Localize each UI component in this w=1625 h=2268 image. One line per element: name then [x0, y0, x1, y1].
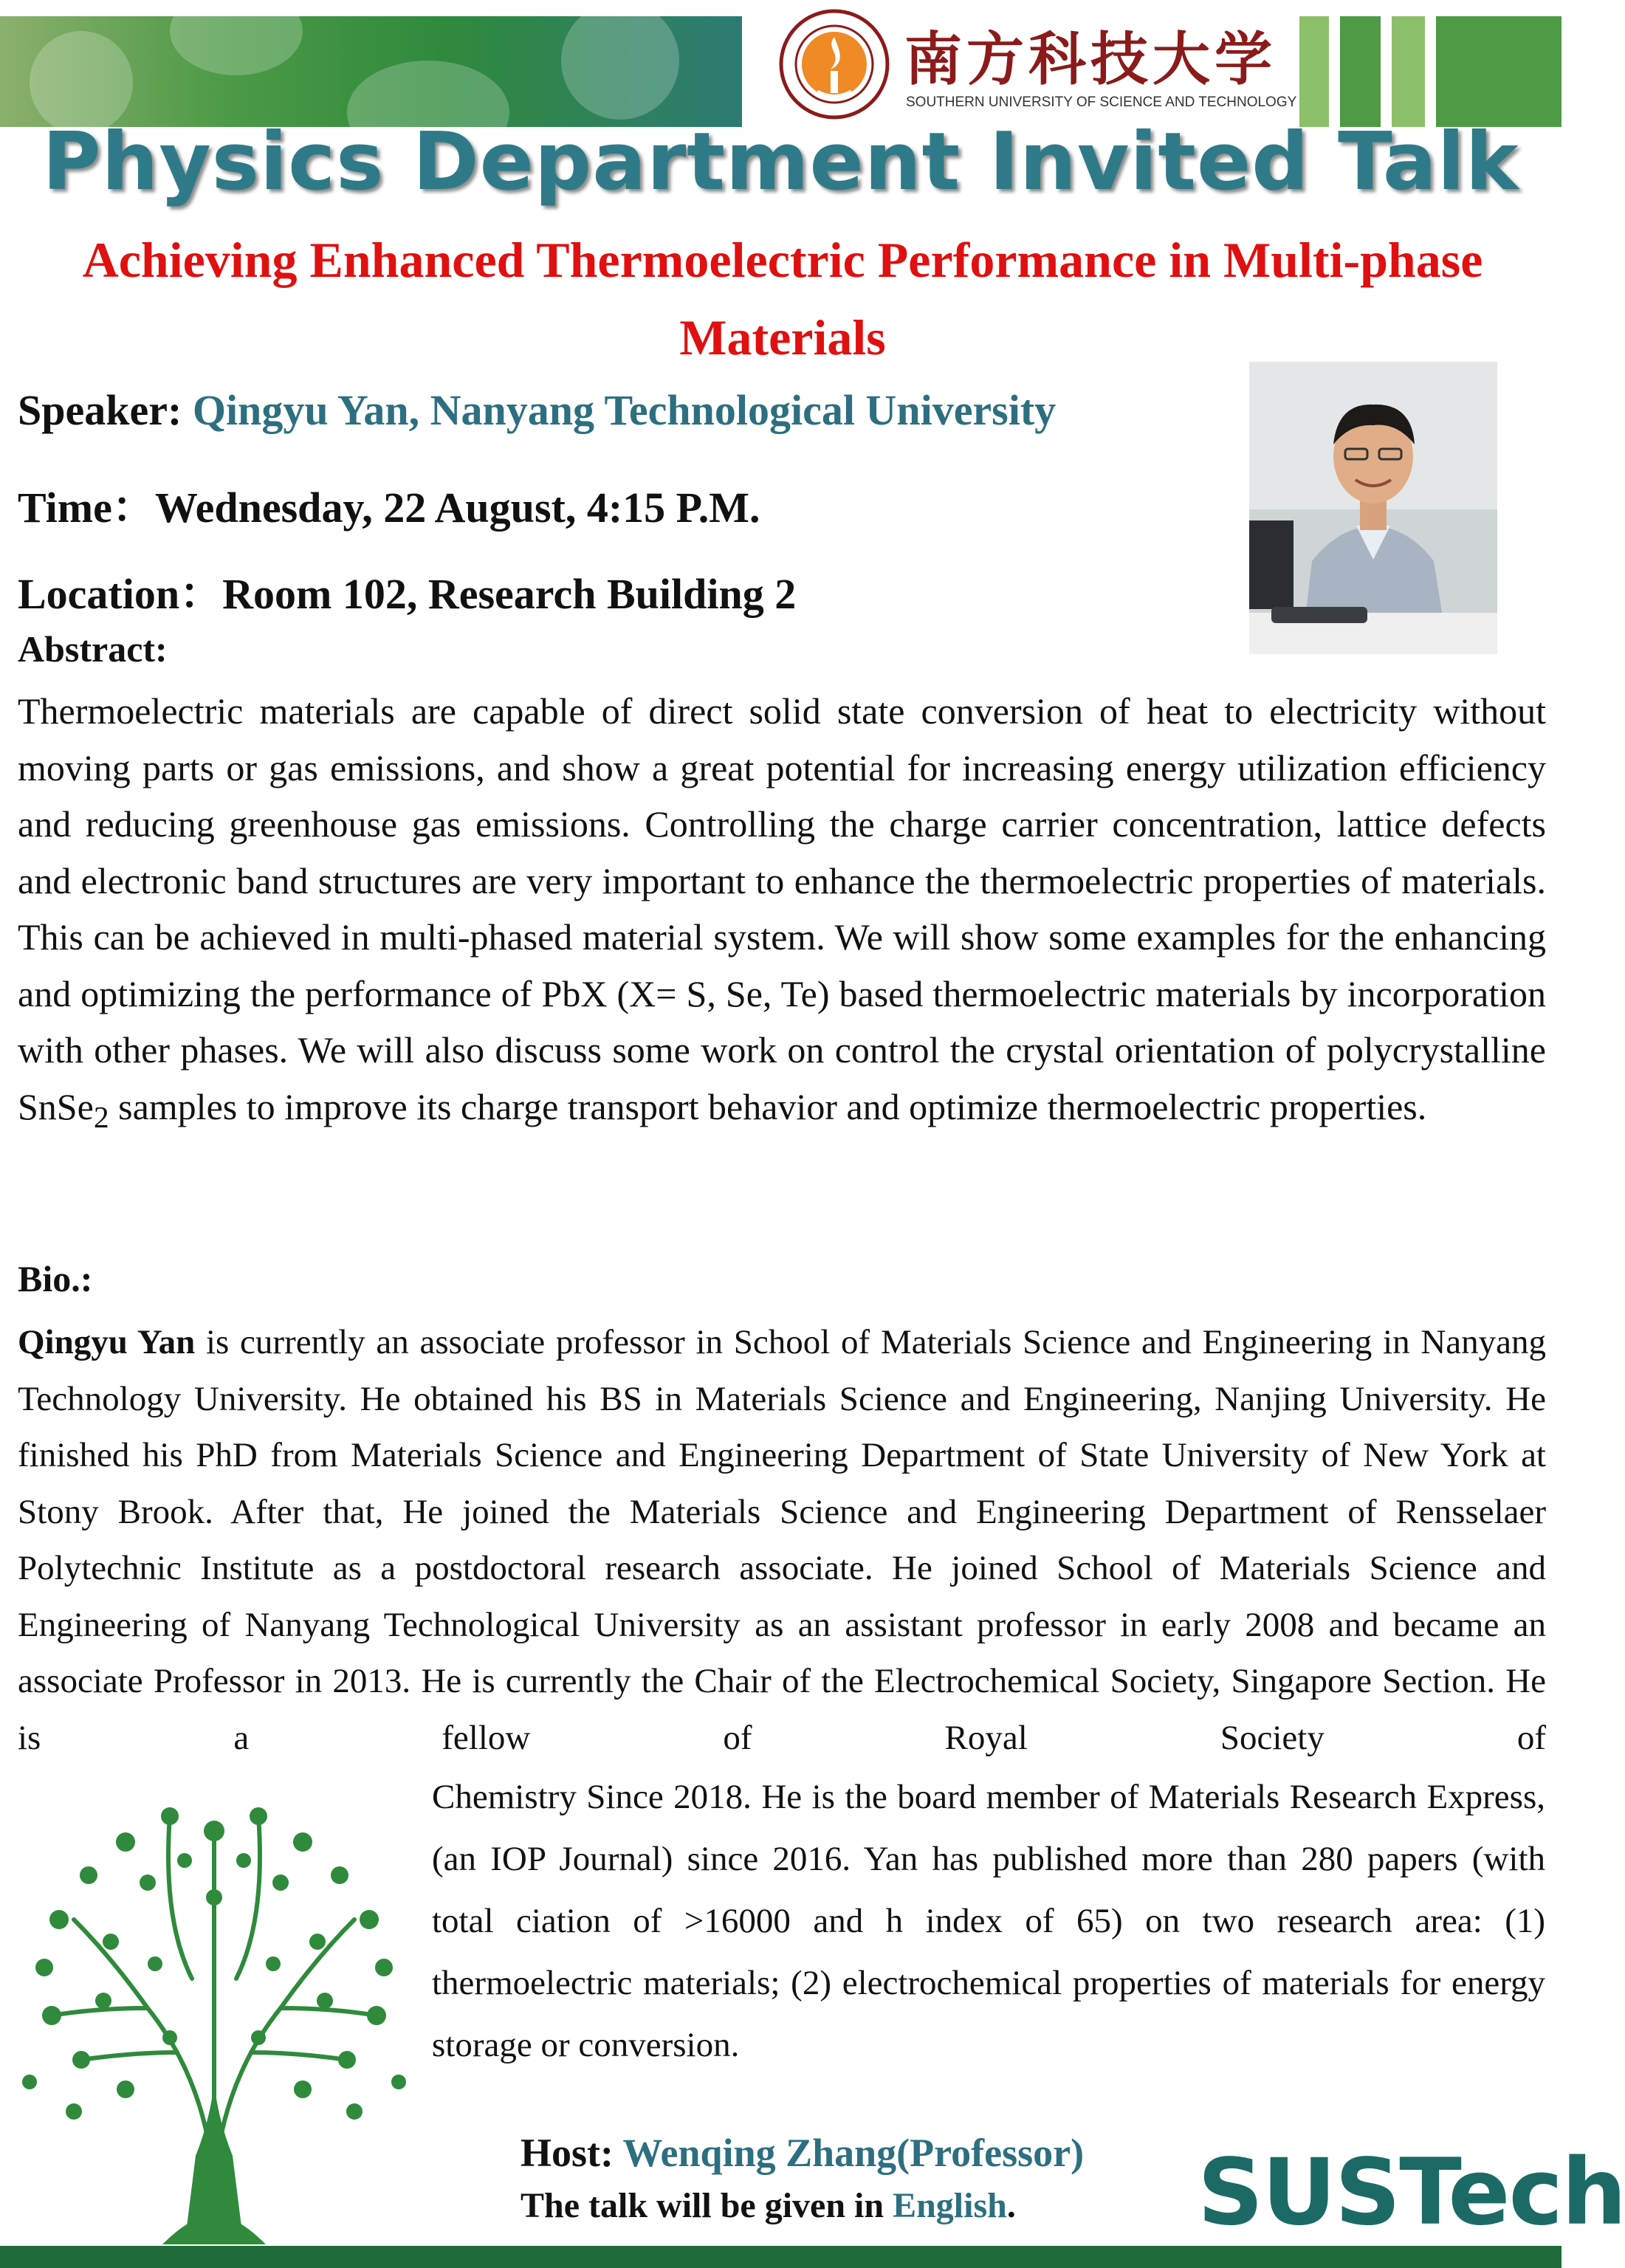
time-label: Time： — [18, 484, 155, 532]
university-name-cn: 南方科技大学 — [904, 26, 1277, 93]
abstract-text-main: Thermoelectric materials are capable of direct solid state conversion of heat to electricity without moving parts or gas emissions, and show a great potential for increasing energy utilization efficiency and reducing greenhouse gas emissions. Controlling the charge carrier concentration, lattice defects and electronic band structures are very important to enhance the thermoelectric properties of materials. This can be achieved in multi-phased material system. We will show some examples for the enhancing and optimizing the performance of PbX (X= S, Se, Te) based thermoelectric materials by incorporation with other phases. We will also discuss some work on control the crystal orientation of polycrystalline SnSe — [18, 690, 1546, 1127]
speaker-line — [18, 385, 1056, 435]
bio-label: Bio.: — [18, 1258, 93, 1299]
footer-bar — [0, 2246, 1562, 2268]
time-line — [18, 472, 760, 535]
abstract-subscript: 2 — [93, 1100, 109, 1135]
language-value: English — [893, 2186, 1007, 2225]
host-value: Wenqing Zhang(Professor) — [622, 2131, 1085, 2175]
abstract-text-end: samples to improve its charge transport behavior and optimize thermoelectric properties. — [109, 1085, 1427, 1127]
university-logo — [779, 9, 1297, 120]
bio-text-top-body: is currently an associate professor in School of Materials Science and Engineering in Nanyang Technology University. He obtained his BS in Materials Science and Engineering, Nanjing University. He finished his PhD from Materials Science and Engineering Department of State University of New York at Stony Brook. After that, He joined the Materials Science and Engineering Department of Rensselaer Polytechnic Institute as a postdoctoral research associate. He joined School of Materials Science and Engineering of Nanyang Technological University as an assistant professor in early 2008 and became an associate Professor in 2013. He is currently the Chair of the Electrochemical Society, Singapore Section. He is a fellow of Royal Society of — [18, 1323, 1546, 1757]
speaker-value: Qingyu Yan, Nanyang Technological University — [192, 386, 1057, 434]
bio-text-top — [18, 1314, 1546, 1766]
page-title: Physics Department Invited Talk — [42, 116, 1519, 208]
speaker-portrait-icon — [1249, 362, 1497, 654]
language-line — [521, 2185, 1016, 2226]
university-name-en: SOUTHERN UNIVERSITY OF SCIENCE AND TECHNOLOGY — [906, 94, 1297, 110]
location-line — [18, 559, 796, 621]
location-label: Location： — [18, 570, 223, 618]
abstract-text — [18, 683, 1546, 1146]
bio-name: Qingyu Yan — [18, 1323, 196, 1361]
host-label: Host: — [521, 2131, 623, 2175]
speaker-photo — [1249, 362, 1497, 654]
language-prefix: The talk will be given in — [521, 2186, 893, 2225]
language-suffix: . — [1006, 2186, 1016, 2225]
host-line — [521, 2130, 1084, 2176]
bio-text-bottom: Chemistry Since 2018. He is the board member of Materials Research Express, (an IOP Journal) since 2016. Yan has published more than 280 papers (with total ciation of >16000 and h index of 65) on two research area: (1) thermoelectric materials; (2) electrochemical properties of materials for energy storage or conversion. — [432, 1778, 1545, 2064]
abstract-label: Abstract: — [18, 628, 168, 670]
sustech-logo: SUSTech — [1198, 2140, 1625, 2246]
time-value: Wednesday, 22 August, 4:15 P.M. — [154, 484, 760, 532]
tree-icon — [0, 1772, 432, 2244]
location-value: Room 102, Research Building 2 — [222, 570, 797, 618]
speaker-label: Speaker: — [18, 386, 182, 434]
talk-title: Achieving Enhanced Thermoelectric Performance in Multi-phase Materials — [82, 232, 1483, 365]
university-seal-icon — [779, 9, 890, 120]
